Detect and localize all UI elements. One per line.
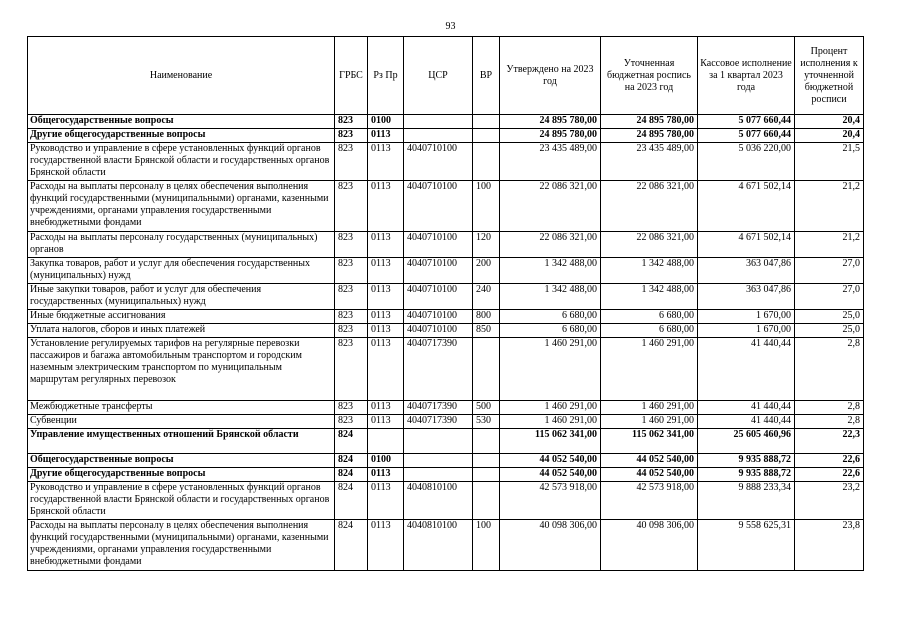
cell-grbs: 823 (335, 415, 368, 429)
table-row (28, 115, 864, 129)
cell-refined: 44 052 540,00 (601, 454, 698, 468)
cell-refined: 1 342 488,00 (601, 258, 698, 284)
cell-name: Субвенции (28, 415, 335, 429)
cell-cash: 41 440,44 (698, 415, 795, 429)
cell-csr: 4040717390 (404, 415, 473, 429)
cell-vr (473, 429, 500, 454)
cell-csr (404, 468, 473, 482)
cell-grbs: 823 (335, 143, 368, 181)
table-row (28, 129, 864, 143)
cell-percent: 21,5 (795, 143, 864, 181)
cell-name: Общегосударственные вопросы (28, 454, 335, 468)
cell-vr (473, 129, 500, 143)
header-vr: ВР (473, 37, 500, 115)
cell-cash: 4 671 502,14 (698, 181, 795, 232)
header-cash: Кассовое исполнение за 1 квартал 2023 года (698, 37, 795, 115)
cell-approved: 115 062 341,00 (500, 429, 601, 454)
cell-vr (473, 482, 500, 520)
cell-csr (404, 454, 473, 468)
table-row (28, 310, 864, 324)
cell-vr: 200 (473, 258, 500, 284)
cell-name: Другие общегосударственные вопросы (28, 129, 335, 143)
cell-percent: 23,2 (795, 482, 864, 520)
cell-csr (404, 115, 473, 129)
cell-approved: 42 573 918,00 (500, 482, 601, 520)
cell-vr (473, 143, 500, 181)
cell-refined: 6 680,00 (601, 324, 698, 338)
cell-refined: 24 895 780,00 (601, 129, 698, 143)
cell-csr: 4040710100 (404, 324, 473, 338)
cell-grbs: 823 (335, 310, 368, 324)
table-row (28, 454, 864, 468)
header-rzpr: Рз Пр (368, 37, 404, 115)
cell-rzpr: 0113 (368, 129, 404, 143)
cell-name: Другие общегосударственные вопросы (28, 468, 335, 482)
cell-csr (404, 129, 473, 143)
table-header (28, 37, 864, 115)
cell-cash: 5 036 220,00 (698, 143, 795, 181)
cell-csr: 4040710100 (404, 284, 473, 310)
header-percent: Процент исполнения к уточненной бюджетной росписи (795, 37, 864, 115)
cell-cash: 41 440,44 (698, 401, 795, 415)
cell-cash: 9 558 625,31 (698, 520, 795, 571)
cell-cash: 1 670,00 (698, 310, 795, 324)
cell-vr: 100 (473, 181, 500, 232)
cell-approved: 22 086 321,00 (500, 181, 601, 232)
cell-vr (473, 468, 500, 482)
cell-percent: 25,0 (795, 324, 864, 338)
cell-approved: 6 680,00 (500, 310, 601, 324)
cell-cash: 9 888 233,34 (698, 482, 795, 520)
cell-cash: 9 935 888,72 (698, 468, 795, 482)
cell-name: Управление имущественных отношений Брянской области (28, 429, 335, 454)
cell-cash: 363 047,86 (698, 284, 795, 310)
cell-name: Уплата налогов, сборов и иных платежей (28, 324, 335, 338)
cell-refined: 24 895 780,00 (601, 115, 698, 129)
cell-cash: 363 047,86 (698, 258, 795, 284)
cell-grbs: 823 (335, 115, 368, 129)
cell-percent: 23,8 (795, 520, 864, 571)
cell-approved: 44 052 540,00 (500, 468, 601, 482)
cell-name: Расходы на выплаты персоналу государственных (муниципальных) органов (28, 232, 335, 258)
cell-grbs: 823 (335, 324, 368, 338)
cell-percent: 27,0 (795, 284, 864, 310)
cell-grbs: 824 (335, 520, 368, 571)
cell-vr (473, 338, 500, 401)
cell-grbs: 824 (335, 468, 368, 482)
cell-approved: 1 342 488,00 (500, 284, 601, 310)
cell-rzpr: 0113 (368, 338, 404, 401)
cell-refined: 1 342 488,00 (601, 284, 698, 310)
cell-percent: 20,4 (795, 129, 864, 143)
budget-table (27, 36, 864, 571)
cell-rzpr: 0113 (368, 181, 404, 232)
header-refined: Уточненная бюджетная роспись на 2023 год (601, 37, 698, 115)
table-row (28, 482, 864, 520)
cell-name: Межбюджетные трансферты (28, 401, 335, 415)
table-row (28, 401, 864, 415)
cell-csr: 4040710100 (404, 181, 473, 232)
cell-vr: 530 (473, 415, 500, 429)
cell-percent: 27,0 (795, 258, 864, 284)
cell-approved: 44 052 540,00 (500, 454, 601, 468)
cell-percent: 22,6 (795, 468, 864, 482)
cell-percent: 25,0 (795, 310, 864, 324)
cell-csr: 4040710100 (404, 258, 473, 284)
table-row (28, 284, 864, 310)
cell-percent: 21,2 (795, 232, 864, 258)
cell-rzpr: 0100 (368, 115, 404, 129)
cell-approved: 23 435 489,00 (500, 143, 601, 181)
cell-csr: 4040717390 (404, 401, 473, 415)
cell-approved: 6 680,00 (500, 324, 601, 338)
table-row (28, 429, 864, 454)
cell-rzpr: 0113 (368, 415, 404, 429)
cell-name: Иные бюджетные ассигнования (28, 310, 335, 324)
table-row (28, 338, 864, 401)
cell-approved: 24 895 780,00 (500, 129, 601, 143)
cell-percent: 2,8 (795, 338, 864, 401)
cell-percent: 2,8 (795, 415, 864, 429)
cell-grbs: 823 (335, 284, 368, 310)
cell-rzpr (368, 429, 404, 454)
cell-grbs: 823 (335, 258, 368, 284)
cell-cash: 41 440,44 (698, 338, 795, 401)
cell-rzpr: 0113 (368, 482, 404, 520)
cell-vr: 100 (473, 520, 500, 571)
cell-csr (404, 429, 473, 454)
cell-rzpr: 0113 (368, 284, 404, 310)
cell-grbs: 823 (335, 181, 368, 232)
cell-rzpr: 0100 (368, 454, 404, 468)
header-approved: Утверждено на 2023 год (500, 37, 601, 115)
cell-percent: 20,4 (795, 115, 864, 129)
cell-name: Установление регулируемых тарифов на регулярные перевозки пассажиров и багажа автомобильным транспортом и городским наземным электрическим транспортом по муниципальным маршрутам регулярных перевозок (28, 338, 335, 401)
cell-name: Иные закупки товаров, работ и услуг для обеспечения государственных (муниципальных) нужд (28, 284, 335, 310)
cell-grbs: 823 (335, 338, 368, 401)
cell-rzpr: 0113 (368, 324, 404, 338)
cell-csr: 4040710100 (404, 232, 473, 258)
cell-cash: 25 605 460,96 (698, 429, 795, 454)
table-row (28, 181, 864, 232)
cell-percent: 2,8 (795, 401, 864, 415)
cell-refined: 40 098 306,00 (601, 520, 698, 571)
cell-refined: 1 460 291,00 (601, 415, 698, 429)
cell-approved: 22 086 321,00 (500, 232, 601, 258)
cell-rzpr: 0113 (368, 143, 404, 181)
cell-refined: 23 435 489,00 (601, 143, 698, 181)
cell-refined: 6 680,00 (601, 310, 698, 324)
cell-rzpr: 0113 (368, 258, 404, 284)
cell-cash: 5 077 660,44 (698, 115, 795, 129)
table-row (28, 324, 864, 338)
cell-refined: 22 086 321,00 (601, 232, 698, 258)
cell-name: Расходы на выплаты персоналу в целях обеспечения выполнения функций государственными (муниципальными) органами, казенными учреждениями, органами управления государственными внебюджетными фондами (28, 520, 335, 571)
cell-refined: 22 086 321,00 (601, 181, 698, 232)
cell-refined: 44 052 540,00 (601, 468, 698, 482)
cell-name: Общегосударственные вопросы (28, 115, 335, 129)
cell-vr: 120 (473, 232, 500, 258)
cell-csr: 4040810100 (404, 482, 473, 520)
cell-percent: 22,3 (795, 429, 864, 454)
cell-grbs: 823 (335, 401, 368, 415)
cell-cash: 4 671 502,14 (698, 232, 795, 258)
cell-approved: 24 895 780,00 (500, 115, 601, 129)
table-row (28, 232, 864, 258)
cell-approved: 1 460 291,00 (500, 401, 601, 415)
cell-grbs: 824 (335, 454, 368, 468)
cell-rzpr: 0113 (368, 232, 404, 258)
cell-approved: 1 342 488,00 (500, 258, 601, 284)
page-number: 93 (445, 21, 456, 32)
cell-csr: 4040710100 (404, 143, 473, 181)
cell-grbs: 823 (335, 232, 368, 258)
cell-rzpr: 0113 (368, 520, 404, 571)
header-csr: ЦСР (404, 37, 473, 115)
cell-rzpr: 0113 (368, 310, 404, 324)
cell-grbs: 823 (335, 129, 368, 143)
cell-rzpr: 0113 (368, 468, 404, 482)
table-row (28, 520, 864, 571)
cell-refined: 115 062 341,00 (601, 429, 698, 454)
cell-csr: 4040717390 (404, 338, 473, 401)
cell-name: Расходы на выплаты персоналу в целях обеспечения выполнения функций государственными (муниципальными) органами, казенными учреждениями, органами управления государственными внебюджетными фондами (28, 181, 335, 232)
cell-cash: 1 670,00 (698, 324, 795, 338)
cell-approved: 40 098 306,00 (500, 520, 601, 571)
cell-csr: 4040710100 (404, 310, 473, 324)
table-row (28, 415, 864, 429)
cell-percent: 22,6 (795, 454, 864, 468)
cell-cash: 9 935 888,72 (698, 454, 795, 468)
cell-grbs: 824 (335, 482, 368, 520)
cell-vr: 500 (473, 401, 500, 415)
cell-name: Руководство и управление в сфере установленных функций органов государственной власти Брянской области и государственных органов Брянской области (28, 482, 335, 520)
cell-cash: 5 077 660,44 (698, 129, 795, 143)
cell-refined: 1 460 291,00 (601, 338, 698, 401)
cell-percent: 21,2 (795, 181, 864, 232)
cell-csr: 4040810100 (404, 520, 473, 571)
cell-grbs: 824 (335, 429, 368, 454)
cell-name: Закупка товаров, работ и услуг для обеспечения государственных (муниципальных) нужд (28, 258, 335, 284)
cell-vr: 850 (473, 324, 500, 338)
cell-name: Руководство и управление в сфере установленных функций органов государственной власти Брянской области и государственных органов Брянской области (28, 143, 335, 181)
cell-approved: 1 460 291,00 (500, 338, 601, 401)
cell-vr (473, 115, 500, 129)
table-row (28, 143, 864, 181)
cell-vr (473, 454, 500, 468)
cell-vr: 800 (473, 310, 500, 324)
cell-approved: 1 460 291,00 (500, 415, 601, 429)
cell-refined: 42 573 918,00 (601, 482, 698, 520)
cell-refined: 1 460 291,00 (601, 401, 698, 415)
cell-rzpr: 0113 (368, 401, 404, 415)
cell-vr: 240 (473, 284, 500, 310)
header-grbs: ГРБС (335, 37, 368, 115)
header-name: Наименование (28, 37, 335, 115)
table-row (28, 258, 864, 284)
table-row (28, 468, 864, 482)
